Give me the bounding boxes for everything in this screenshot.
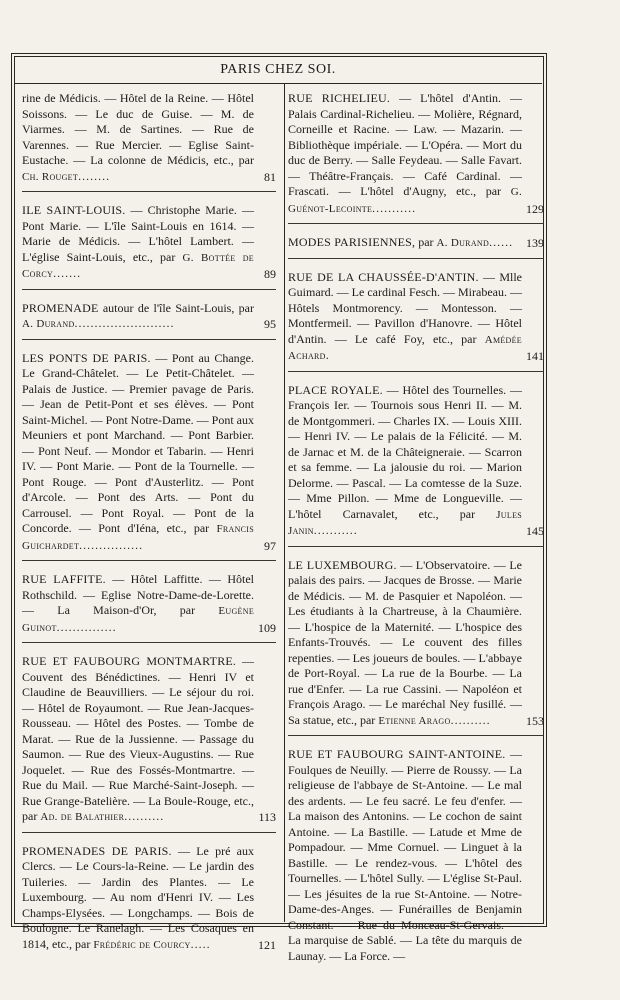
entry-author: G. Bottée de Corcy: [22, 251, 254, 280]
entry-title: MODES PARISIENNES,: [288, 235, 416, 249]
entry-author: Jules Janin: [288, 508, 522, 537]
entry-title: LE LUXEMBOURG.: [288, 557, 397, 572]
entry-author: G. Guénot-Lecointe: [288, 186, 522, 215]
entry-title: PROMENADE: [22, 300, 99, 315]
entry-title: ILE SAINT-LOUIS.: [22, 203, 126, 217]
entry-author: A. Durand: [436, 237, 490, 249]
entry-page: 141: [526, 349, 544, 363]
entry-title: RUE LAFFITE.: [22, 572, 106, 586]
entry-text: — Le pré aux Clercs. — Le Cours-la-Reine. — Le jardin des Tuileries. — Jardin des Plantes. — Le Luxembourg. — Au nom d'Henri IV. — Les Champs-Elysées. — Longchamps. — Bois de Boulogne. Le Ranelagh. — Les Cosaques en 1814, etc., par: [22, 843, 254, 951]
page-header: PARIS CHEZ SOI.: [14, 56, 542, 84]
entry-author: Etienne Arago: [378, 714, 451, 727]
toc-entry: ILE SAINT-LOUIS. — Christophe Marie. — Pont Marie. — L'île Saint-Louis en 1614. — Marie de Médicis. — L'hôtel Lambert. — L'église Saint-Louis, etc., par G. Bottée de Corcy....... 89: [22, 200, 276, 290]
entry-author: A. Durand: [22, 318, 75, 330]
entry-text: — L'Observatoire. — Le palais des pairs. — Jacques de Brosse. — Marie de Médicis. — M. de Pasquier et Napoléon. — Les étudiants à la Chartreuse, à la Chaumière. — L'hospice de la Maternité. — L'hospice des Enfants-Trouvés. — Le couvent des filles repenties. — Les joueurs de boules. — L'abbaye de Port-Royal. — La rue de la Bourbe. — La rue d'Enfer. — La rue Cassini. — Napoléon et François Arago. — Le maréchal Ney fusillé. — Sa statue, etc., par: [288, 557, 522, 727]
entry-title: RUE ET FAUBOURG MONTMARTRE.: [22, 654, 237, 668]
entry-page: 109: [258, 620, 276, 635]
column-divider: [284, 83, 285, 922]
entry-text: — Foulques de Neuilly. — Pierre de Roussy. — La religieuse de l'abbaye de St-Antoine. — Le mal des ardents. — Le feu sacré. Le feu d'enfer. — La maison des Antonins. — Le cochon de saint Antoine. — La Bastille. — Latude et Mme de Pompadour. — Mme Cornuel. — Linguet à la Bastille. — Le rendez-vous. — L'hôtel des Tournelles. — L'hôtel Sully. — L'église St-Paul. — Les jésuites de la rue St-Antoine. — Notre-Dame-des-Anges. — Funérailles de Benjamin Constant. — Rue du Monceau-St-Gervais. — La marquise de Sablé. — La tête du marquis de Launay. — La Force. —: [288, 747, 522, 963]
toc-entry: PROMENADE autour de l'île Saint-Louis, par A. Durand......................... 95: [22, 298, 276, 340]
entry-author: Ad. de Balathier: [40, 811, 125, 823]
entry-text: — Pont au Change. Le Grand-Châtelet. — Le Petit-Châtelet. — Palais de Justice. — Premier pavage de Paris. — Jean de Petit-Pont et ses élèves. — Pont Saint-Michel. — Pont Notre-Dame. — Pont aux Meuniers et pont Marchand. — Pont Barbier. — Pont Neuf. — Mondor et Tabarin. — Henri IV. — Pont Marie. — Pont de la Tournelle. — Pont Rouge. — Pont d'Austerlitz. — Pont d'Arcole. — Pont des Arts. — Pont du Carrousel. — Pont Royal. — Pont de la Concorde. — Pont d'Iéna, etc., par: [22, 350, 254, 535]
entry-author: Eugène Guinot: [22, 605, 254, 634]
entry-page: 153: [526, 713, 544, 728]
toc-entry: LE LUXEMBOURG. — L'Observatoire. — Le palais des pairs. — Jacques de Brosse. — Marie de Médicis. — M. de Pasquier et Napoléon. — Les étudiants à la Chartreuse, à la Chaumière. — L'hospice de la Maternité. — L'hospice des Enfants-Trouvés. — Le couvent des filles repenties. — Les joueurs de boules. — L'abbaye de Port-Royal. — La rue de la Bourbe. — La rue d'Enfer. — La rue Cassini. — Napoléon et François Arago. — Le maréchal Ney fusillé. — Sa statue, etc., par Etienne Arago.......... 153: [288, 555, 544, 737]
toc-entry: RUE RICHELIEU. — L'hôtel d'Antin. — Palais Cardinal-Richelieu. — Molière, Régnard, Corneille et Racine. — Law. — Mazarin. — Bibliothèque impériale. — L'Opéra. — Mort du duc de Berry. — Salle Feydeau. — Salle Favart. — Théâtre-Français. — Café Cardinal. — Frascati. — L'hôtel d'Augny, etc., par G. Guénot-Lecointe........... 129: [288, 88, 544, 224]
entry-page: 97: [264, 538, 276, 553]
entry-page: 113: [258, 810, 276, 824]
entry-text: — Mlle Guimard. — Le cardinal Fesch. — Mirabeau. — Hôtels Montmorency. — Montesson. — Montfermeil. — Pavillon d'Hanovre. — Hôtel d'Antin. — Le café Foy, etc., par: [288, 269, 523, 346]
entry-title: PROMENADES DE PARIS.: [22, 843, 172, 858]
toc-entry: RUE DE LA CHAUSSÉE-D'ANTIN. — Mlle Guimard. — Le cardinal Fesch. — Mirabeau. — Hôtels Montmorency. — Montesson. — Montfermeil. — Pavillon d'Hanovre. — Hôtel d'Antin. — Le café Foy, etc., par Amédée Achard. 141: [288, 267, 544, 372]
right-column: [288, 88, 544, 963]
entry-page: 121: [258, 937, 276, 952]
toc-entry: RUE ET FAUBOURG MONTMARTRE. — Couvent des Bénédictines. — Henri IV et Claudine de Beauvilliers. — Le séjour du roi. — Hôtel de Royaumont. — Rue Jean-Jacques-Rousseau. — Hôtel des Postes. — Tombe de Marat. — Rue de la Jussienne. — Passage du Saumon. — Rue des Vieux-Augustins. — Rue Joquelet. — Rue des Fossés-Montmartre. — Rue du Mail. — Rue Marché-Saint-Joseph. — Rue Grange-Batelière. — La Boule-Rouge, etc., par Ad. de Balathier.......... 113: [22, 651, 276, 833]
toc-entry: rine de Médicis. — Hôtel de la Reine. — Hôtel Soissons. — Le duc de Guise. — M. de Viarmes. — M. de Sartines. — Rue de Varennes. — Rue Mercier. — Eglise Saint-Eustache. — La colonne de Médicis, etc., par Ch. Rouget........ 81: [22, 88, 276, 192]
toc-entry: MODES PARISIENNES, par A. Durand...... 139: [288, 232, 544, 259]
entry-text: — Hôtel des Tournelles. — François Ier. — Tournois sous Henri II. — M. de Montgommeri. — Charles IX. — Louis XIII. — Henri IV. — Le palais de la Félicité. — M. de Jarnac et M. de la Châteigneraie. — Scarron et sa femme. — La jalousie du roi. — Marion Delorme. — Pascal. — La comtesse de la Suze. — Mme Pillon. — Mme de Longueville. — L'hôtel Carnavalet, etc., par: [288, 382, 522, 521]
entry-text: — L'hôtel d'Antin. — Palais Cardinal-Richelieu. — Molière, Régnard, Corneille et Racine. — Law. — Mazarin. — Bibliothèque impériale. — L'Opéra. — Mort du duc de Berry. — Salle Feydeau. — Salle Favart. — Théâtre-Français. — Café Cardinal. — Frascati. — L'hôtel d'Augny, etc., par: [288, 91, 523, 198]
entry-page: 81: [264, 169, 276, 184]
entry-text: — Hôtel Laffitte. — Hôtel Rothschild. — Eglise Notre-Dame-de-Lorette. — La Maison-d'Or, par: [22, 572, 254, 617]
entry-title: PLACE ROYALE.: [288, 382, 383, 397]
entry-title: RUE DE LA CHAUSSÉE-D'ANTIN.: [288, 269, 479, 284]
entry-text: — Couvent des Bénédictines. — Henri IV et Claudine de Beauvilliers. — Le séjour du roi. — Hôtel de Royaumont. — Rue Jean-Jacques-Rousseau. — Hôtel des Postes. — Tombe de Marat. — Rue de la Jussienne. — Passage du Saumon. — Rue des Vieux-Augustins. — Rue Joquelet. — Rue des Fossés-Montmartre. — Rue du Mail. — Rue Marché-Saint-Joseph. — Rue Grange-Batelière. — La Boule-Rouge, etc., par: [22, 654, 254, 823]
entry-title: RUE RICHELIEU.: [288, 91, 391, 105]
entry-page: 145: [526, 524, 544, 538]
entry-page: 129: [526, 201, 544, 216]
toc-entry: LES PONTS DE PARIS. — Pont au Change. Le Grand-Châtelet. — Le Petit-Châtelet. — Palais de Justice. — Premier pavage de Paris. — Jean de Petit-Pont et ses élèves. — Pont Saint-Michel. — Pont Notre-Dame. — Pont aux Meuniers et pont Marchand. — Pont Barbier. — Pont Neuf. — Mondor et Tabarin. — Henri IV. — Pont Marie. — Pont de la Tournelle. — Pont Rouge. — Pont d'Austerlitz. — Pont d'Arcole. — Pont des Arts. — Pont du Carrousel. — Pont Royal. — Pont de la Concorde. — Pont d'Iéna, etc., par Francis Guichardet................ 97: [22, 348, 276, 562]
entry-author: Francis Guichardet: [22, 523, 254, 552]
entry-text: rine de Médicis. — Hôtel de la Reine. — Hôtel Soissons. — Le duc de Guise. — M. de Viarmes. — M. de Sartines. — Rue de Varennes. — Rue Mercier. — Eglise Saint-Eustache. — La colonne de Médicis, etc., par: [22, 91, 254, 167]
entry-page: 139: [526, 236, 544, 250]
toc-entry: RUE LAFFITE. — Hôtel Laffitte. — Hôtel Rothschild. — Eglise Notre-Dame-de-Lorette. — La Maison-d'Or, par Eugène Guinot............... 109: [22, 569, 276, 643]
entry-page: 95: [264, 317, 276, 331]
toc-entry: PROMENADES DE PARIS. — Le pré aux Clercs. — Le Cours-la-Reine. — Le jardin des Tuileries. — Jardin des Plantes. — Le Luxembourg. — Au nom d'Henri IV. — Les Champs-Elysées. — Longchamps. — Bois de Boulogne. Le Ranelagh. — Les Cosaques en 1814, etc., par Frédéric de Courcy..... 121: [22, 843, 276, 952]
entry-text: — Christophe Marie. — Pont Marie. — L'île Saint-Louis en 1614. — Marie de Médicis. — L'hôtel Lambert. — L'église Saint-Louis, etc., par: [22, 203, 254, 264]
entry-page: 89: [264, 267, 276, 281]
left-column: [22, 88, 276, 952]
entry-author: Frédéric de Courcy: [93, 938, 191, 951]
entry-text: autour de l'île Saint-Louis, par: [98, 300, 254, 315]
entry-text: par: [415, 235, 437, 249]
entry-title: LES PONTS DE PARIS.: [22, 350, 151, 365]
toc-entry: [288, 744, 544, 971]
toc-entry: PLACE ROYALE. — Hôtel des Tournelles. — François Ier. — Tournois sous Henri II. — M. de Montgommeri. — Charles IX. — Louis XIII. — Henri IV. — Le palais de la Félicité. — M. de Jarnac et M. de la Châteigneraie. — Scarron et sa femme. — La jalousie du roi. — Marion Delorme. — Pascal. — La comtesse de la Suze. — Mme Pillon. — Mme de Longueville. — L'hôtel Carnavalet, etc., par Jules Janin........... 145: [288, 380, 544, 547]
entry-title: RUE ET FAUBOURG SAINT-ANTOINE.: [288, 747, 506, 761]
entry-author: Ch. Rouget: [22, 170, 79, 183]
entry-author: Amédée Achard: [288, 333, 522, 362]
